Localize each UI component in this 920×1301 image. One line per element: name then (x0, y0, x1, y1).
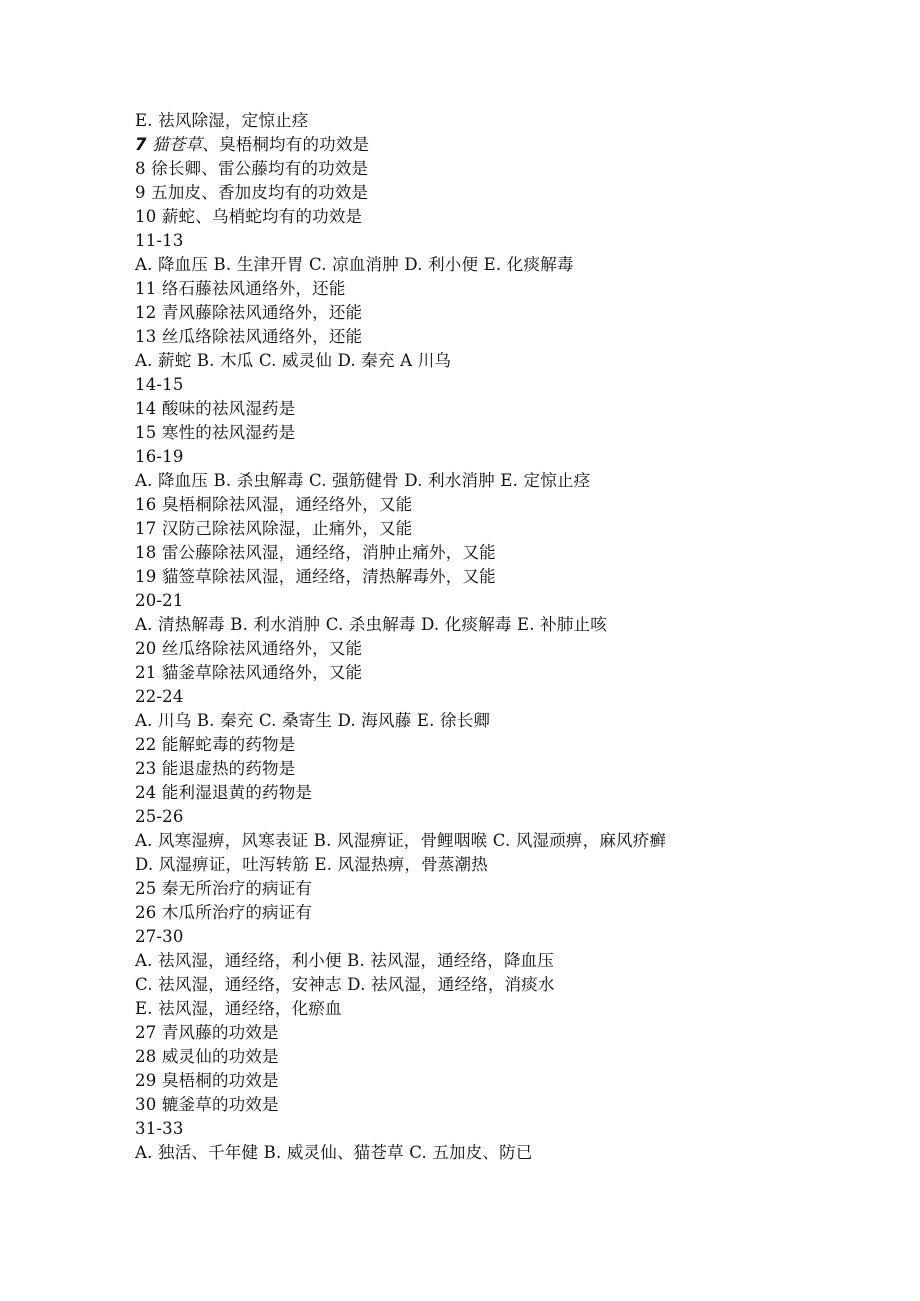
option-line: E. 祛风湿，通经络，化瘀血 (135, 999, 342, 1018)
question-range: 31-33 (135, 1119, 184, 1138)
question-line: 20 丝瓜络除祛风通络外，又能 (135, 639, 363, 658)
question-range: 22-24 (135, 687, 184, 706)
question-line: 19 貓签草除祛风湿，通经络，清热解毒外，又能 (135, 567, 496, 586)
question-line: 8 徐长卿、雷公藤均有的功效是 (135, 159, 369, 178)
option-line: A. 降血压 B. 生津开胃 C. 凉血消肿 D. 利小便 E. 化痰解毒 (135, 255, 574, 274)
option-line: A. 独活、千年健 B. 威灵仙、猫苍草 C. 五加皮、防已 (135, 1143, 533, 1162)
document-body (135, 109, 895, 1165)
question-line (135, 133, 895, 157)
question-line: 30 辘釜草的功效是 (135, 1095, 279, 1114)
question-line: 15 寒性的祛风湿药是 (135, 423, 296, 442)
option-line: A. 清热解毒 B. 利水消肿 C. 杀虫解毒 D. 化痰解毒 E. 补肺止咳 (135, 615, 607, 634)
question-line: 12 青风藤除祛风通络外，还能 (135, 303, 363, 322)
question-line: 11 络石藤祛风通络外，还能 (135, 279, 346, 298)
option-line: A. 风寒湿痹，风寒表证 B. 风湿痹证，骨鲤咽喉 C. 风湿顽痹，麻风疥癣 (135, 831, 667, 850)
question-line: 21 貓釜草除祛风通络外，又能 (135, 663, 363, 682)
question-line: 10 薪蛇、乌梢蛇均有的功效是 (135, 207, 363, 226)
option-line: A. 川乌 B. 秦充 C. 桑寄生 D. 海风藤 E. 徐长卿 (135, 711, 491, 730)
option-line: A. 祛风湿，通经络，利小便 B. 祛风湿，通经络，降血压 (135, 951, 555, 970)
question-line: 26 木瓜所治疗的病证有 (135, 903, 313, 922)
question-range: 11-13 (135, 231, 184, 250)
question-line: 23 能退虚热的药物是 (135, 759, 296, 778)
question-line: 29 臭梧桐的功效是 (135, 1071, 279, 1090)
question-range: 16-19 (135, 447, 184, 466)
question-line: 22 能解蛇毒的药物是 (135, 735, 296, 754)
question-line: 16 臭梧桐除祛风湿，通经络外，又能 (135, 495, 413, 514)
question-line: 9 五加皮、香加皮均有的功效是 (135, 183, 369, 202)
question-range: 25-26 (135, 807, 184, 826)
question-line: 25 秦无所治疗的病证有 (135, 879, 313, 898)
question-range: 14-15 (135, 375, 184, 394)
question-line: 17 汉防己除祛风除湿，止痛外，又能 (135, 519, 413, 538)
question-range: 27-30 (135, 927, 184, 946)
question-rest: 、臭梧桐均有的功效是 (202, 135, 370, 154)
question-line: 14 酸味的祛风湿药是 (135, 399, 296, 418)
question-line: 28 威灵仙的功效是 (135, 1047, 279, 1066)
option-line: E. 祛风除湿，定惊止痉 (135, 111, 309, 130)
question-line: 27 青风藤的功效是 (135, 1023, 279, 1042)
option-line: C. 祛风湿，通经络，安神志 D. 祛风湿，通经络，消痰水 (135, 975, 555, 994)
option-line: D. 风湿痹证，吐泻转筋 E. 风湿热痹，骨蒸潮热 (135, 855, 488, 874)
option-line: A. 降血压 B. 杀虫解毒 C. 强筋健骨 D. 利水消肿 E. 定惊止痉 (135, 471, 591, 490)
question-line: 24 能利湿退黄的药物是 (135, 783, 313, 802)
question-line: 18 雷公藤除祛风湿，通经络，消肿止痛外，又能 (135, 543, 496, 562)
question-line: 13 丝瓜络除祛风通络外，还能 (135, 327, 363, 346)
question-range: 20-21 (135, 591, 184, 610)
question-number: 7 (135, 135, 147, 154)
question-lead: 猫苍草 (152, 135, 203, 154)
option-line: A. 薪蛇 B. 木瓜 C. 威灵仙 D. 秦充 A 川乌 (135, 351, 452, 370)
